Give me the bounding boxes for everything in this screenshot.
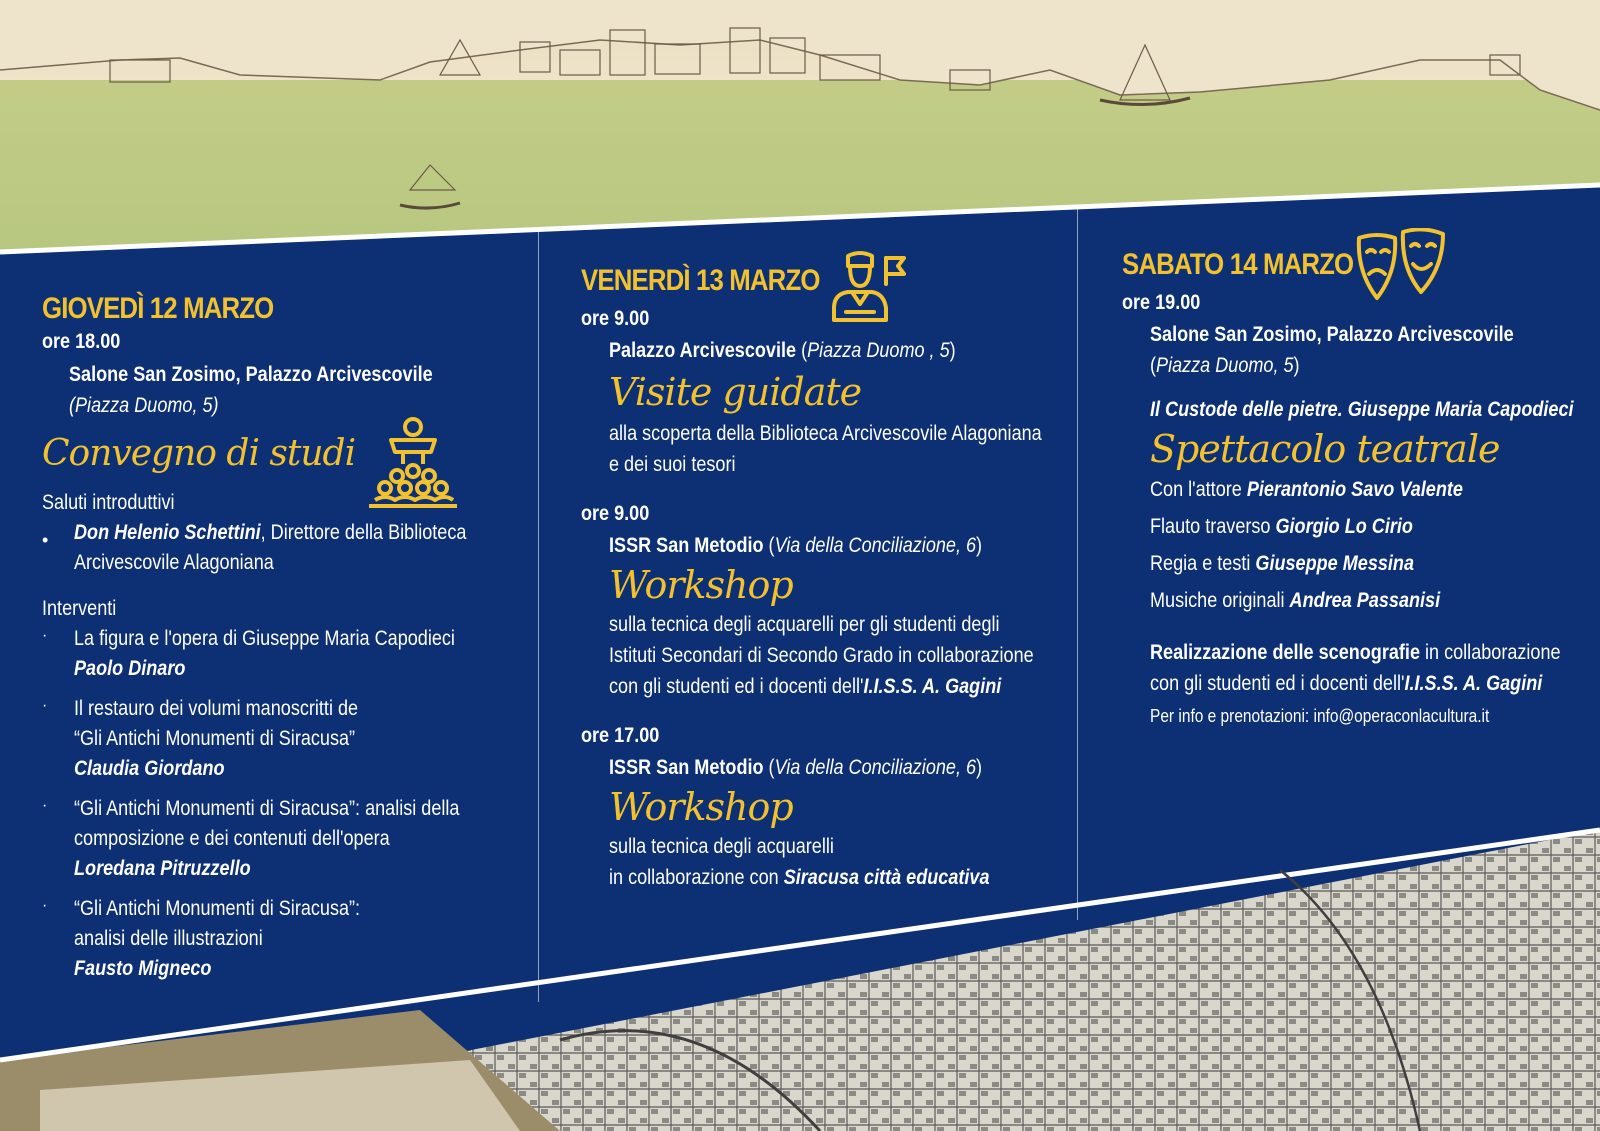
event-title: Workshop (609, 785, 793, 829)
scenography-text-2: con gli studenti ed i docenti dell' (1150, 672, 1405, 695)
column-divider-1 (538, 232, 539, 1002)
address-text: Piazza Duomo, 5 (1156, 354, 1294, 377)
event-desc-line-2: e dei suoi tesori (609, 453, 736, 476)
event-desc-line-1: sulla tecnica degli acquarelli per gli studenti degli (609, 613, 1000, 636)
credit-name: Andrea Passanisi (1289, 589, 1441, 612)
talk-speaker: Fausto Migneco (74, 957, 212, 980)
event-title: Convegno di studi (42, 433, 356, 474)
bullet: · (42, 627, 48, 644)
school-name: I.I.S.S. A. Gagini (1404, 672, 1543, 695)
venue-address: (Piazza Duomo, 5) (1150, 354, 1300, 377)
event-time: ore 9.00 (581, 307, 650, 330)
bullet: · (42, 797, 48, 814)
partner-name: Siracusa città educativa (783, 866, 990, 889)
venue-address: Via della Conciliazione, 6 (774, 534, 977, 557)
bullet: · (42, 897, 48, 914)
greeting-speaker: Don Helenio Schettini (74, 521, 261, 544)
scenography-text: in collaborazione (1419, 641, 1561, 664)
event-time: ore 9.00 (581, 502, 650, 525)
event-time: ore 18.00 (42, 330, 121, 353)
credit-row (1150, 511, 1413, 542)
credit-name: Giorgio Lo Cirio (1275, 515, 1413, 538)
talk-title-line: composizione e dei contenuti dell'opera (74, 827, 390, 850)
greeting-line-1 (74, 517, 466, 548)
day-heading: VENERDÌ 13 MARZO (581, 264, 820, 297)
credit-name: Pierantonio Savo Valente (1246, 478, 1463, 501)
credit-label: Flauto traverso (1150, 515, 1276, 538)
talk-title-line: “Gli Antichi Monumenti di Siracusa”: (74, 897, 361, 920)
event-title: Spettacolo teatrale (1150, 427, 1500, 471)
greetings-heading: Saluti introduttivi (42, 491, 175, 514)
talk-speaker: Claudia Giordano (74, 757, 225, 780)
desc-text: con gli studenti ed i docenti dell' (609, 675, 864, 698)
info-contact: Per info e prenotazioni: info@operaconlacultura.it (1150, 706, 1490, 726)
talk-title-line: “Gli Antichi Monumenti di Siracusa” (74, 727, 356, 750)
scenography-line-1 (1150, 637, 1561, 668)
credit-row (1150, 474, 1463, 505)
venue-line: ISSR San Metodio (Via della Conciliazione, 6) (609, 756, 983, 779)
event-desc-line-1: sulla tecnica degli acquarelli (609, 835, 834, 858)
greeting-line-2: Arcivescovile Alagoniana (74, 551, 274, 574)
credit-row (1150, 585, 1440, 616)
event-desc-line-1: alla scoperta della Biblioteca Arcivescovile Alagoniana (609, 422, 1042, 445)
talk-speaker: Loredana Pitruzzello (74, 857, 251, 880)
bullet: · (42, 697, 48, 714)
scenography-label: Realizzazione delle scenografie (1150, 641, 1420, 664)
event-title: Workshop (609, 563, 793, 607)
bullet: • (42, 530, 49, 550)
day-heading: GIOVEDÌ 12 MARZO (42, 292, 274, 325)
theatre-masks-icon (1355, 228, 1447, 304)
show-subtitle: Il Custode delle pietre. Giuseppe Maria Capodieci (1150, 398, 1574, 421)
greeting-role: , Direttore della Biblioteca (260, 521, 467, 544)
desc-text: in collaborazione con (609, 866, 784, 889)
day-heading: SABATO 14 MARZO (1122, 248, 1354, 281)
event-title: Visite guidate (609, 370, 862, 414)
credit-name: Giuseppe Messina (1255, 552, 1415, 575)
talk-title-line: “Gli Antichi Monumenti di Siracusa”: analisi della (74, 797, 460, 820)
school-name: I.I.S.S. A. Gagini (863, 675, 1002, 698)
credit-row (1150, 548, 1414, 579)
venue-name: ISSR San Metodio (609, 534, 764, 557)
column-divider-2 (1077, 205, 1078, 920)
credit-label: Con l'attore (1150, 478, 1247, 501)
credit-label: Regia e testi (1150, 552, 1256, 575)
event-desc-line-2: Istituti Secondari di Secondo Grado in collaborazione (609, 644, 1034, 667)
venue-line: ISSR San Metodio (Via della Conciliazione, 6) (609, 534, 983, 557)
venue-address: (Piazza Duomo, 5) (69, 394, 219, 417)
conference-podium-icon (365, 416, 461, 512)
talk-title-line: analisi delle illustrazioni (74, 927, 263, 950)
talks-heading: Interventi (42, 597, 117, 620)
scenography-line-2 (1150, 668, 1542, 699)
event-desc-line-2 (609, 862, 989, 893)
venue-name: Salone San Zosimo, Palazzo Arcivescovile (69, 363, 433, 386)
talk-title-line: Il restauro dei volumi manoscritti de (74, 697, 359, 720)
venue-line: Palazzo Arcivescovile (Piazza Duomo , 5) (609, 339, 956, 362)
venue-address: Piazza Duomo , 5 (807, 339, 950, 362)
talk-title-line: La figura e l'opera di Giuseppe Maria Capodieci (74, 627, 455, 650)
event-time: ore 19.00 (1122, 291, 1201, 314)
credit-label: Musiche originali (1150, 589, 1290, 612)
event-time: ore 17.00 (581, 724, 660, 747)
venue-address: Via della Conciliazione, 6 (774, 756, 977, 779)
event-desc-line-3 (609, 671, 1001, 702)
venue-name: ISSR San Metodio (609, 756, 764, 779)
venue-name: Salone San Zosimo, Palazzo Arcivescovile (1150, 323, 1514, 346)
talk-speaker: Paolo Dinaro (74, 657, 186, 680)
venue-name: Palazzo Arcivescovile (609, 339, 797, 362)
tour-guide-icon (826, 250, 910, 324)
